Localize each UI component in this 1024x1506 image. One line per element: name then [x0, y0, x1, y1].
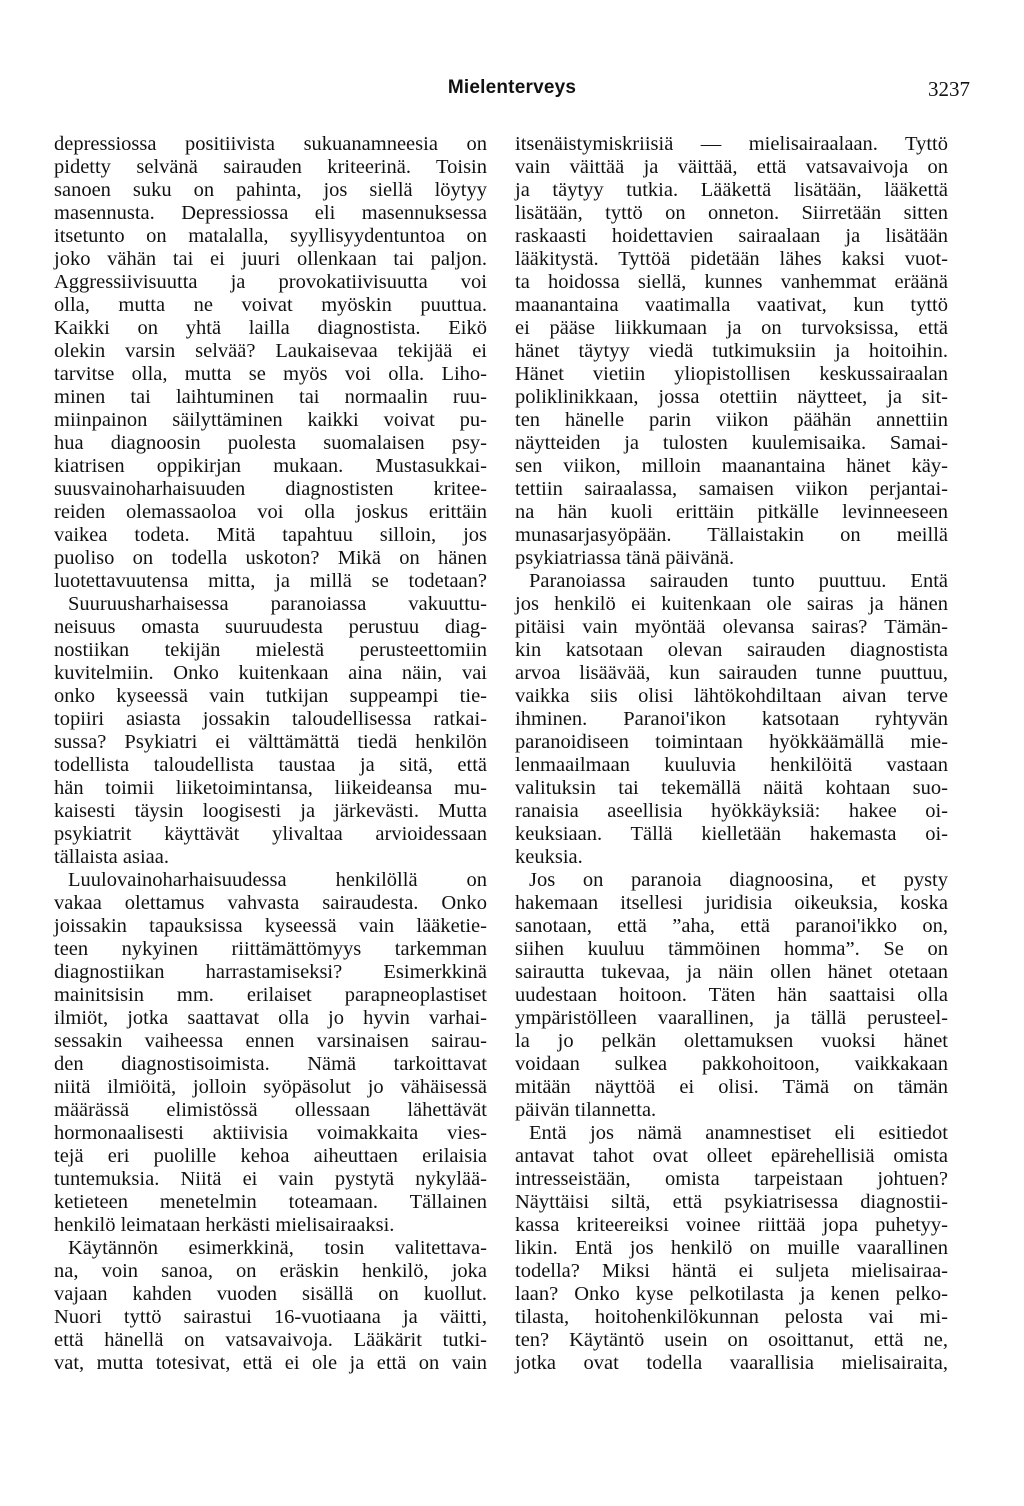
text-line: munasarjasyöpään. Tällaistakin on meillä: [515, 524, 948, 546]
text-line: diagnostiikan harrastamiseksi? Esimerkkinä: [54, 961, 487, 983]
text-line: pidetty selvänä sairauden kriteerinä. Toisin: [54, 156, 487, 178]
text-line: joissakin tapauksissa kyseessä vain lääketie-: [54, 915, 487, 937]
text-line: ihminen. Paranoi'ikon katsotaan ryhtyvän: [515, 708, 948, 730]
text-line: teen nykyinen riittämättömyys tarkemman: [54, 938, 487, 960]
text-line: hormonaalisesti aktiivisia voimakkaita vies-: [54, 1122, 487, 1144]
text-line: masennusta. Depressiossa eli masennuksessa: [54, 202, 487, 224]
text-line: kiatrisen oppikirjan mukaan. Mustasukkai-: [54, 455, 487, 477]
text-line: hakemaan itsellesi juridisia oikeuksia, koska: [515, 892, 948, 914]
text-line: tettiin sairaalassa, samaisen viikon perjantai-: [515, 478, 948, 500]
text-line: miinpainon säilyttäminen kaikki voivat pu-: [54, 409, 487, 431]
text-line: depressiossa positiivista sukuanamneesia on: [54, 133, 487, 155]
text-line: niitä ilmiöitä, jolloin syöpäsolut jo vähäisessä: [54, 1076, 487, 1098]
text-line: todellista taloudellista taustaa ja sitä, että: [54, 754, 487, 776]
text-line: siihen kuuluu tämmöinen homma”. Se on: [515, 938, 948, 960]
text-line: Jos on paranoia diagnoosina, et pysty: [529, 869, 948, 891]
text-line: jos henkilö ei kuitenkaan ole sairas ja hänen: [515, 593, 948, 615]
text-line: sessakin vaiheessa ennen varsinaisen sairau-: [54, 1030, 487, 1052]
text-line: voidaan sulkea pakkohoitoon, vaikkakaan: [515, 1053, 948, 1075]
text-line: intresseistään, omista tarpeistaan johtuen?: [515, 1168, 948, 1190]
text-line: vakaa olettamus vahvasta sairaudesta. Onko: [54, 892, 487, 914]
text-line: mainitsisin mm. erilaiset parapneoplastiset: [54, 984, 487, 1006]
text-line: laan? Onko kyse pelkotilasta ja kenen pelko-: [515, 1283, 948, 1305]
text-line: sanotaan, että ”aha, että paranoi'ikko on,: [515, 915, 948, 937]
text-line: paranoidiseen toimintaan hyökkäämällä mie-: [515, 731, 948, 753]
text-line: kuvitelmiin. Onko kuitenkaan aina näin, vai: [54, 662, 487, 684]
text-line: pitäisi vain myöntää olevansa sairas? Tämän-: [515, 616, 948, 638]
text-line: psykiatrit käyttävät ylivaltaa arvioidessaan: [54, 823, 487, 845]
text-line: vat, mutta totesivat, että ei ole ja että on vain: [54, 1352, 487, 1374]
text-line: päivän tilannetta.: [515, 1099, 657, 1121]
text-line: joko vähän tai ei juuri ollenkaan tai paljon.: [54, 248, 487, 270]
text-line: minen tai laihtuminen tai normaalin ruu-: [54, 386, 487, 408]
text-line: vaikea todeta. Mitä tapahtuu silloin, jos: [54, 524, 487, 546]
text-line: tarvitse olla, mutta se myös voi olla. Liho-: [54, 363, 487, 385]
text-line: topiiri asiasta jossakin taloudellisessa ratkai-: [54, 708, 487, 730]
text-line: Entä jos nämä anamnestiset eli esitiedot: [529, 1122, 948, 1144]
left-column: [54, 133, 487, 1375]
text-line: keuksiaan. Tällä kielletään hakemasta oi-: [515, 823, 948, 845]
text-line: olla, mutta ne voivat myöskin puuttua.: [54, 294, 487, 316]
running-title: Mielenterveys: [447, 77, 577, 98]
text-line: sen viikon, milloin maanantaina hänet käy-: [515, 455, 948, 477]
text-line: hänet täytyy viedä tutkimuksiin ja hoitoihin.: [515, 340, 948, 362]
right-column: [515, 133, 948, 1375]
text-line: että hänellä on vatsavaivoja. Lääkärit tutki-: [54, 1329, 487, 1351]
text-line: tuntemuksia. Niitä ei vain pystytä nykylää-: [54, 1168, 487, 1190]
text-line: puoliso on todella uskoton? Mikä on hänen: [54, 547, 487, 569]
text-line: Aggressiivisuutta ja provokatiivisuutta voi: [54, 271, 487, 293]
text-line: maanantaina vaatimalla vaativat, kun tyttö: [515, 294, 948, 316]
text-line: tällaista asiaa.: [54, 846, 169, 868]
text-line: Näyttäisi siltä, että psykiatrisessa diagnostii-: [515, 1191, 948, 1213]
page-number: 3237: [928, 77, 970, 101]
text-line: jotka ovat todella vaarallisia mielisairaita,: [515, 1352, 948, 1374]
text-line: ei pääse liikkumaan ja on turvoksissa, että: [515, 317, 948, 339]
text-line: na, voin sanoa, on eräskin henkilö, joka: [54, 1260, 487, 1282]
text-line: ranaisia aseellisia hyökkäyksiä: hakee oi-: [515, 800, 948, 822]
text-line: mitään näyttöä ei olisi. Tämä on tämän: [515, 1076, 948, 1098]
text-line: neisuus omasta suuruudesta perustuu diag-: [54, 616, 487, 638]
text-line: näytteiden ja tulosten kuulemisaika. Samai-: [515, 432, 948, 454]
text-line: suusvainoharhaisuuden diagnostisten kritee-: [54, 478, 487, 500]
text-line: arvoa lisäävää, kun sairauden tunne puuttuu,: [515, 662, 948, 684]
text-line: hän toimii liiketoimintansa, liikeideansa mu-: [54, 777, 487, 799]
text-line: ten? Käytäntö usein on osoittanut, että ne,: [515, 1329, 948, 1351]
text-line: Paranoiassa sairauden tunto puuttuu. Entä: [529, 570, 948, 592]
text-line: ten hänelle parin viikon päähän annettiin: [515, 409, 948, 431]
text-line: reiden olemassaoloa voi olla joskus erittäin: [54, 501, 487, 523]
text-line: luotettavuutensa mitta, ja millä se todetaan?: [54, 570, 487, 592]
text-line: lenmaailmaan kuuluvia henkilöitä vastaan: [515, 754, 948, 776]
text-line: ympäristölleen vaarallinen, ja tällä perusteel-: [515, 1007, 948, 1029]
text-line: na hän kuoli erittäin pitkälle levinneeseen: [515, 501, 948, 523]
text-line: ketieteen menetelmin toteamaan. Tällainen: [54, 1191, 487, 1213]
text-line: todella? Miksi häntä ei suljeta mielisairaa-: [515, 1260, 948, 1282]
text-line: Suuruusharhaisessa paranoiassa vakuuttu-: [68, 593, 487, 615]
text-line: olekin varsin selvää? Laukaisevaa tekijää ei: [54, 340, 487, 362]
text-line: Käytännön esimerkkinä, tosin valitettava-: [68, 1237, 487, 1259]
text-line: kassa kriteereiksi voinee riittää jopa puhetyy-: [515, 1214, 948, 1236]
text-line: antavat tahot ovat olleet epärehellisiä omista: [515, 1145, 948, 1167]
text-line: ja täytyy tutkia. Lääkettä lisätään, lääkettä: [515, 179, 948, 201]
text-line: hua diagnoosin puolesta suomalaisen psy-: [54, 432, 487, 454]
text-line: Hänet vietiin yliopistollisen keskussairaalan: [515, 363, 948, 385]
text-line: vajaan kahden vuoden sisällä on kuollut.: [54, 1283, 487, 1305]
text-line: sussa? Psykiatri ei välttämättä tiedä henkilön: [54, 731, 487, 753]
text-line: uudestaan hoitoon. Täten hän saattaisi olla: [515, 984, 948, 1006]
text-line: lisätään, tyttö on onneton. Siirretään sitten: [515, 202, 948, 224]
text-line: tilasta, hoitohenkilökunnan pelosta vai mi-: [515, 1306, 948, 1328]
text-line: la jo pelkän olettamuksen vuoksi hänet: [515, 1030, 948, 1052]
text-line: kaisesti täysin loogisesti ja järkevästi. Mutta: [54, 800, 487, 822]
text-line: henkilö leimataan herkästi mielisairaaksi.: [54, 1214, 395, 1236]
text-line: den diagnostisoimista. Nämä tarkoittavat: [54, 1053, 487, 1075]
text-line: Kaikki on yhtä lailla diagnostista. Eikö: [54, 317, 487, 339]
text-line: sanoen suku on pahinta, jos siellä löytyy: [54, 179, 487, 201]
text-line: määrässä elimistössä ollessaan lähettävät: [54, 1099, 487, 1121]
text-line: likin. Entä jos henkilö on muille vaarallinen: [515, 1237, 948, 1259]
text-line: sairautta tukevaa, ja näin ollen hänet otetaan: [515, 961, 948, 983]
text-line: vain väittää ja väittää, että vatsavaivoja on: [515, 156, 948, 178]
text-line: psykiatriassa tänä päivänä.: [515, 547, 735, 569]
text-line: poliklinikkaan, jossa otettiin näytteet, ja sit-: [515, 386, 948, 408]
text-line: ta hoidossa siellä, kunnes vanhemmat eräänä: [515, 271, 948, 293]
text-line: Luulovainoharhaisuudessa henkilöllä on: [68, 869, 487, 891]
text-line: kin katsotaan olevan sairauden diagnostista: [515, 639, 948, 661]
text-line: lääkitystä. Tyttöä pidetään lähes kaksi vuot-: [515, 248, 948, 270]
text-line: keuksia.: [515, 846, 583, 868]
text-line: itsenäistymiskriisiä — mielisairaalaan. Tyttö: [515, 133, 948, 155]
text-line: onko kyseessä vain tutkijan suppeampi tie-: [54, 685, 487, 707]
text-line: nostiikan tekijän mielestä perusteettomiin: [54, 639, 487, 661]
text-line: ilmiöt, jotka saattavat olla jo hyvin varhai-: [54, 1007, 487, 1029]
text-line: vaikka siis olisi lähtökohdiltaan aivan terve: [515, 685, 948, 707]
text-line: Nuori tyttö sairastui 16-vuotiaana ja väitti,: [54, 1306, 487, 1328]
text-line: raskaasti hoidettavien sairaalaan ja lisätään: [515, 225, 948, 247]
text-line: itsetunto on matalalla, syyllisyydentuntoa on: [54, 225, 487, 247]
text-line: tejä eri puolille kehoa aiheuttaen erilaisia: [54, 1145, 487, 1167]
text-line: valituksin tai tekemällä näitä kohtaan suo-: [515, 777, 948, 799]
